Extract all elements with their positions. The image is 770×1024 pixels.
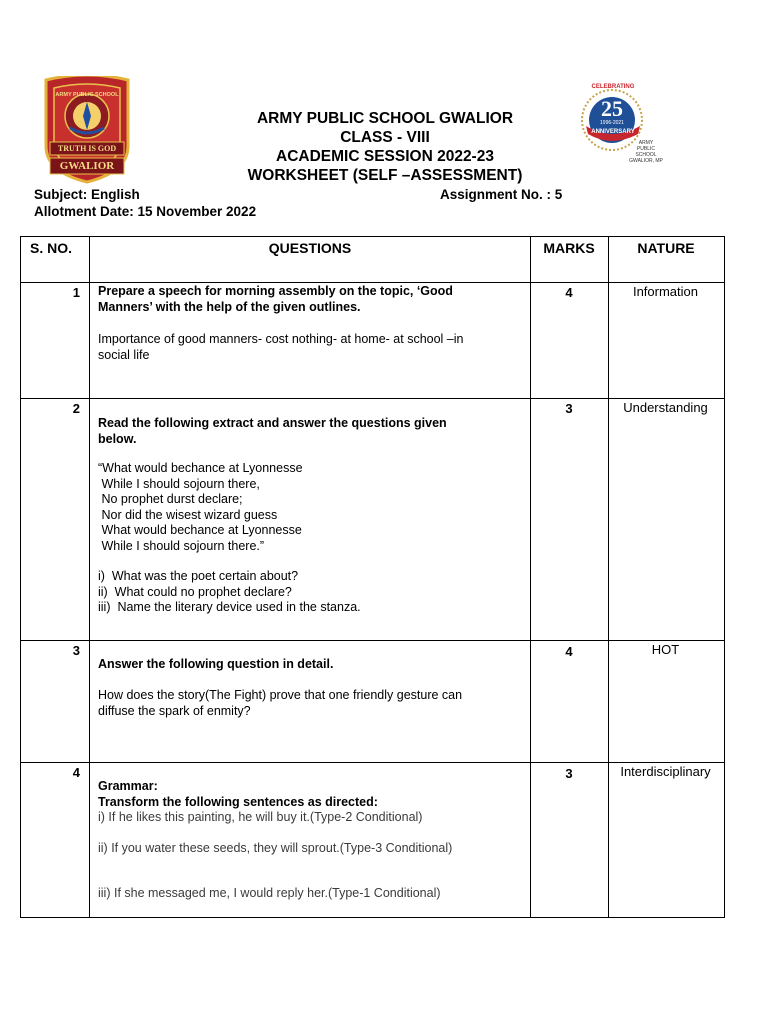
- row-4-sno: 4: [72, 765, 80, 780]
- crest-school-name: ARMY PUBLIC SCHOOL: [55, 92, 119, 98]
- assignment-label: Assignment No. : 5: [440, 187, 563, 202]
- row-1-nature: Information: [632, 284, 699, 299]
- row-4-marks: 3: [565, 766, 573, 781]
- class-title: CLASS - VIII: [340, 129, 430, 146]
- worksheet-title: WORKSHEET (SELF –ASSESSMENT): [247, 167, 523, 184]
- header-nature: NATURE: [637, 240, 695, 256]
- seal-top-text: CELEBRATING: [591, 84, 635, 90]
- row-1-body: Importance of good manners- cost nothing- at home- at school –in social life: [98, 332, 464, 362]
- school-title: ARMY PUBLIC SCHOOL GWALIOR: [256, 110, 514, 127]
- row-2-poem: “What would bechance at Lyonnesse While I should sojourn there, No prophet durst declare; Nor did the wisest wizard guess What would bechance at Lyonnesse While I should sojourn there.”: [98, 461, 303, 553]
- session-title: ACADEMIC SESSION 2022-23: [276, 148, 494, 165]
- row-3-marks: 4: [565, 644, 573, 659]
- row-2-sub-questions: i) What was the poet certain about? ii) What could no prophet declare? iii) Name the literary device used in the stanza.: [98, 569, 361, 614]
- header-marks: MARKS: [543, 240, 595, 256]
- crest-motto: TRUTH IS GOD: [57, 144, 117, 153]
- row-3-nature: HOT: [651, 642, 680, 657]
- row-3-body: How does the story(The Fight) prove that one friendly gesture can diffuse the spark of enmity?: [98, 688, 463, 718]
- row-3-lead: Answer the following question in detail.: [98, 657, 334, 671]
- row-1-sno: 1: [72, 285, 80, 300]
- row-4-nature: Interdisciplinary: [620, 764, 711, 779]
- row-4-item-2: ii) If you water these seeds, they will sprout.(Type-3 Conditional): [98, 841, 453, 855]
- header-questions: QUESTIONS: [268, 240, 352, 256]
- row-2-sno: 2: [72, 401, 80, 416]
- row-4-lead: Grammar: Transform the following sentences as directed:: [98, 779, 378, 809]
- row-1-marks: 4: [565, 285, 573, 300]
- row-4-item-1: i) If he likes this painting, he will buy it.(Type-2 Conditional): [98, 810, 423, 824]
- row-2-lead: Read the following extract and answer the questions given below.: [98, 416, 447, 446]
- questions-table: [20, 236, 725, 918]
- crest-city: GWALIOR: [59, 160, 115, 172]
- row-2-nature: Understanding: [623, 400, 708, 415]
- seal-number: 25: [601, 96, 623, 121]
- seal-side-text: ARMY PUBLIC SCHOOL GWALIOR, MP: [629, 140, 663, 164]
- allotment-date: Allotment Date: 15 November 2022: [34, 204, 257, 219]
- row-4-item-3: iii) If she messaged me, I would reply her.(Type-1 Conditional): [98, 886, 441, 900]
- row-2-marks: 3: [565, 401, 573, 416]
- row-1-lead: Prepare a speech for morning assembly on the topic, ‘Good Manners’ with the help of the given outlines.: [98, 284, 453, 314]
- seal-years: 1996-2021: [600, 120, 624, 126]
- subject-label: Subject: English: [34, 187, 140, 202]
- seal-band: ANNIVERSARY: [591, 129, 635, 135]
- row-3-sno: 3: [72, 643, 80, 658]
- header-sno: S. NO.: [30, 240, 73, 256]
